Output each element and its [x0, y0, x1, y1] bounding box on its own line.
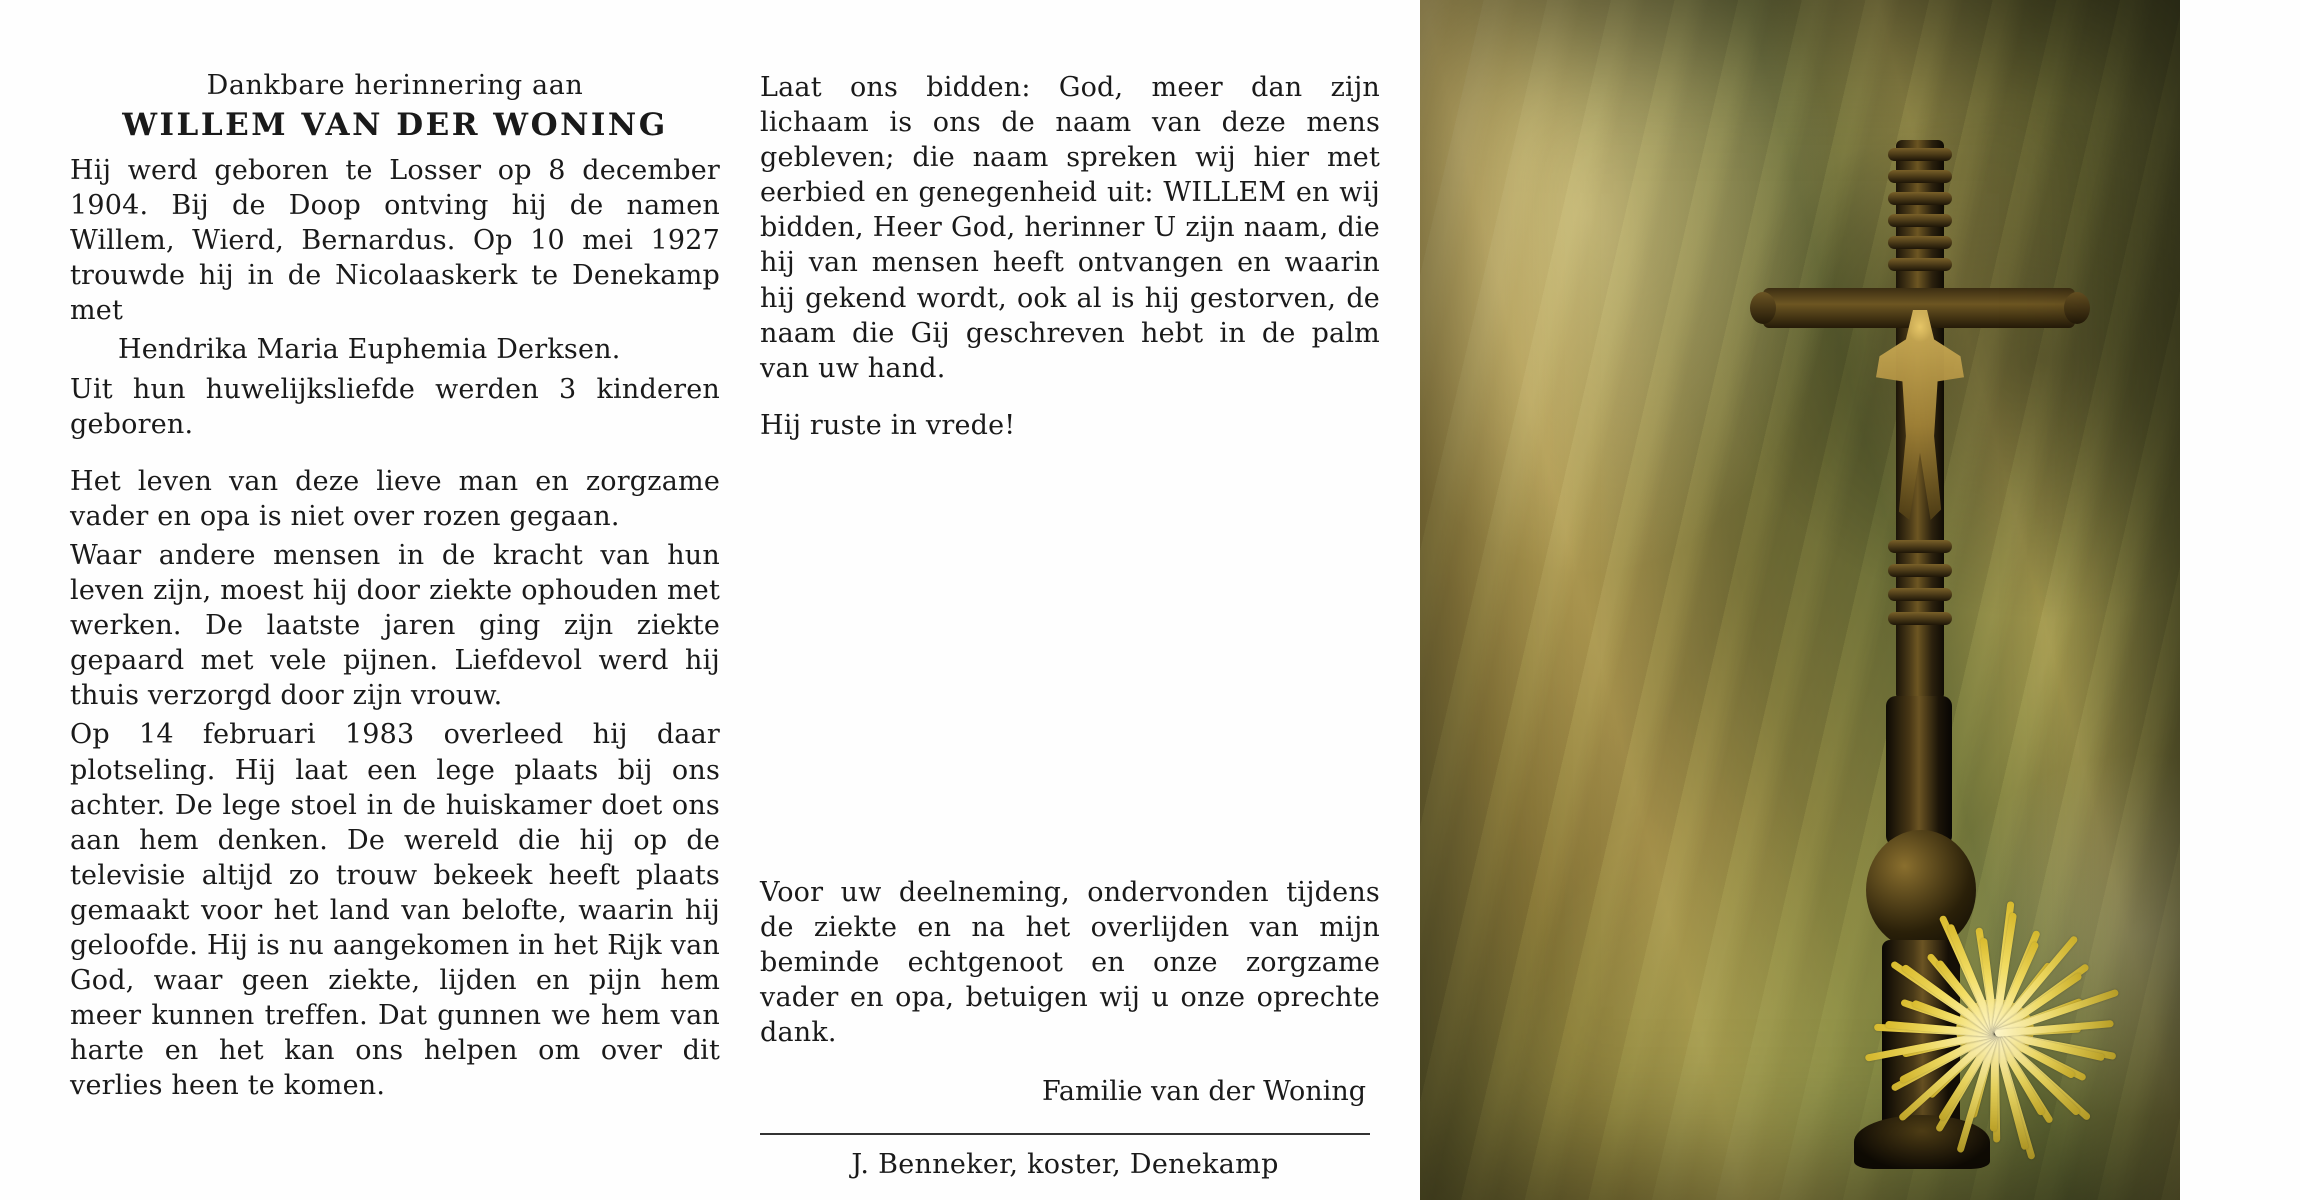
deceased-name: WILLEM VAN DER WONING: [122, 107, 668, 143]
spouse-name: Hendrika Maria Euphemia Derksen.: [118, 334, 621, 366]
divider: [760, 1133, 1370, 1135]
thanks-paragraph: Voor uw deelneming, ondervonden tijdens de ziekte en na het overlijden van mijn beminde echtgenoot en onze zorgzame vader en opa, betuigen wij u onze oprechte dank.: [760, 876, 1380, 1048]
prayer-paragraph: Laat ons bidden: God, meer dan zijn lichaam is ons de naam van deze mens gebleven; die naam spreken wij hier met eerbied en genegenheid uit: WILLEM en wij bidden, Heer God, herinner U zijn naam, die hij van mensen heeft ontvangen en waarin hij gekend wordt, ook al is hij gestorven, de naam die Gij geschreven hebt in de palm van uw hand.: [760, 72, 1380, 384]
photo-vignette: [1420, 0, 2180, 1200]
illness-paragraph: Waar andere mensen in de kracht van hun leven zijn, moest hij door ziekte ophouden met werken. De laatste jaren ging zijn ziekte gepaard met vele pijnen. Liefdevol werd hij thuis verzorgd door zijn vrouw.: [70, 539, 720, 712]
middle-text-column: [720, 0, 1420, 1200]
card-subtitle: Dankbare herinnering aan: [206, 70, 584, 101]
rest-in-peace: Hij ruste in vrede!: [760, 409, 1016, 441]
birth-paragraph: Hij werd geboren te Losser op 8 december 1904. Bij de Doop ontving hij de namen Willem, Wierd, Bernardus. Op 10 mei 1927 trouwde hij in de Nicolaaskerk te Denekamp met: [70, 155, 720, 327]
acknowledgement-block: [760, 875, 1380, 1180]
children-paragraph: Uit hun huwelijksliefde werden 3 kinderen geboren.: [70, 373, 720, 440]
family-signature: Familie van der Woning: [1041, 1076, 1366, 1107]
printer-credit: J. Benneker, koster, Denekamp: [851, 1149, 1279, 1180]
death-paragraph: Op 14 februari 1983 overleed hij daar plotseling. Hij laat een lege plaats bij ons achter. De lege stoel in de huiskamer doet ons aan hem denken. De wereld die hij op de televisie altijd zo trouw bekeek heeft plaats gemaakt voor het land van belofte, waarin hij geloofde. Hij is nu aangekomen in het Rijk van God, waar geen ziekte, lijden en pijn hem meer kunnen treffen. Dat gunnen we hem van harte en het kan ons helpen om over dit verlies heen te komen.: [70, 719, 720, 1102]
crucifix-photo: [1420, 0, 2180, 1200]
left-text-column: [0, 0, 720, 1200]
prayer-block: [760, 70, 1380, 443]
life-paragraph: Het leven van deze lieve man en zorgzame vader en opa is niet over rozen gegaan.: [70, 465, 720, 532]
